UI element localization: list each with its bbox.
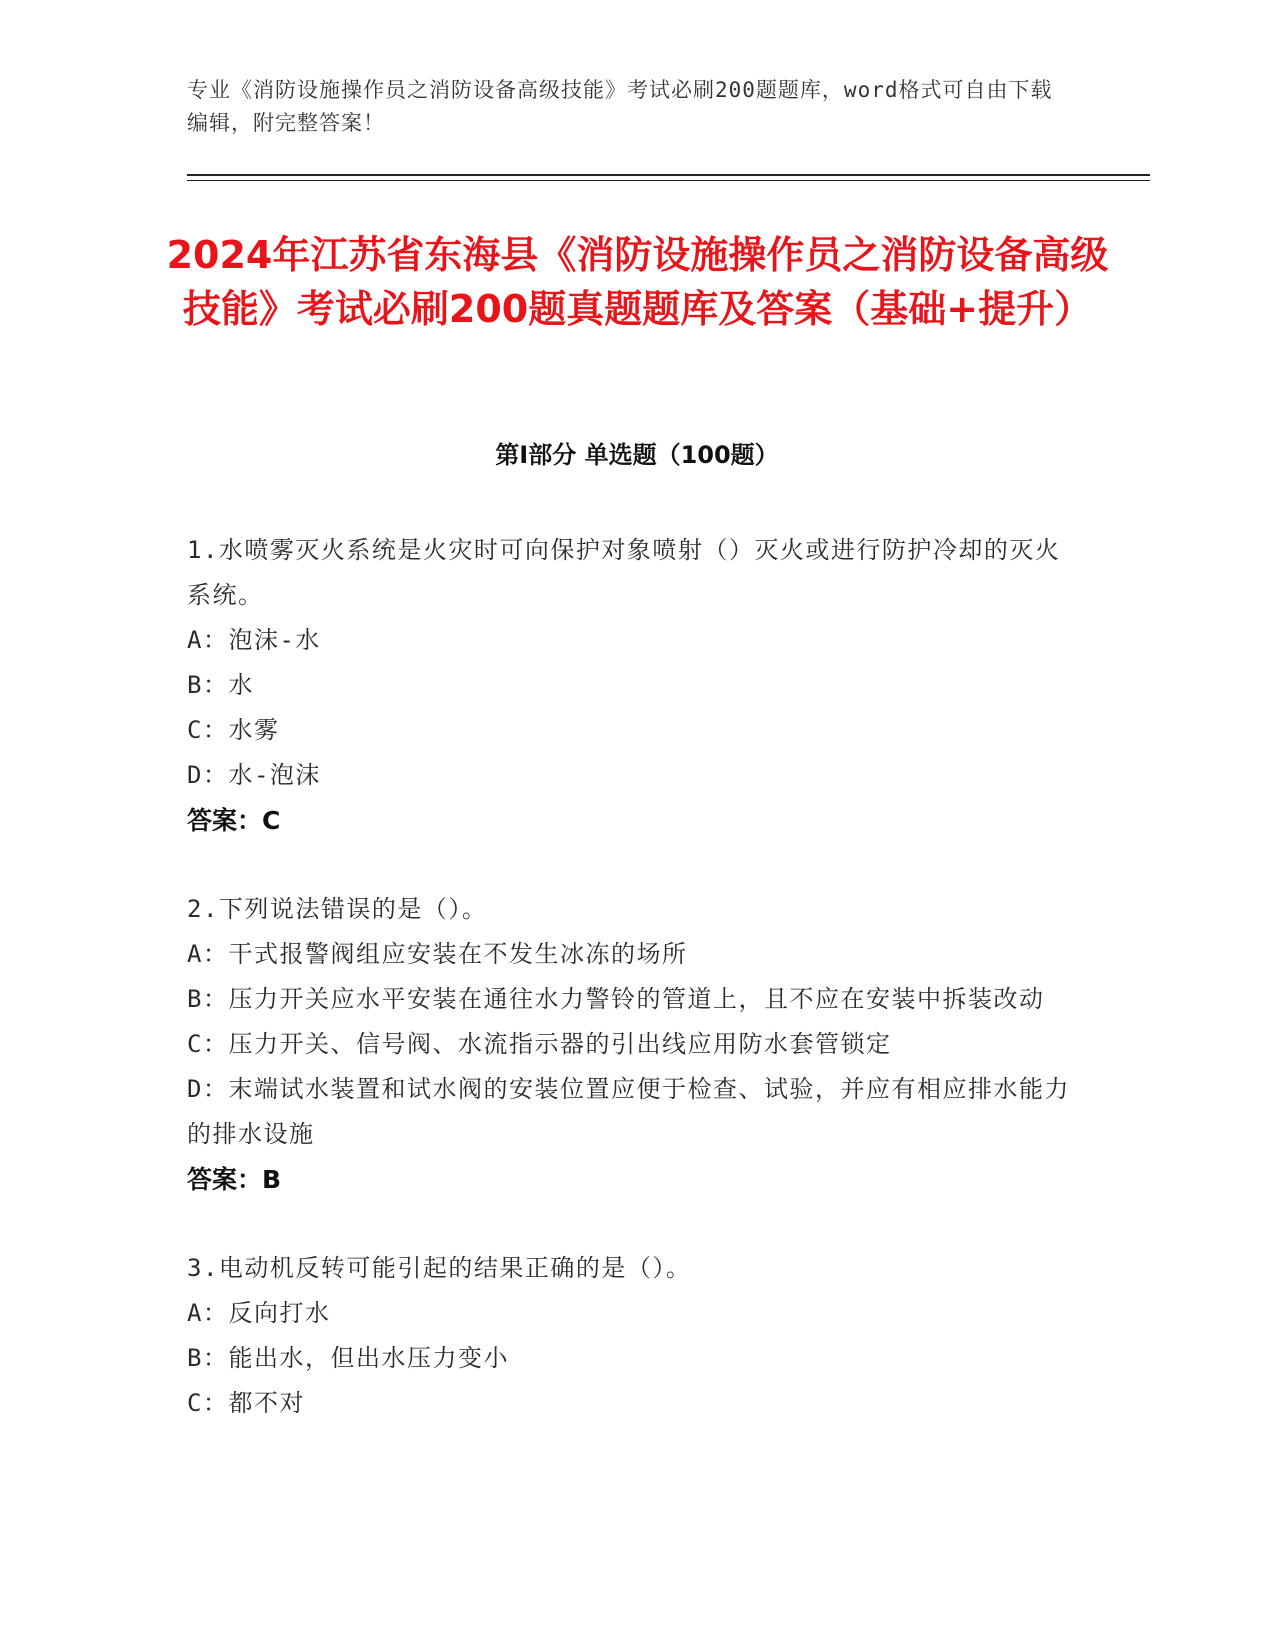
- option-letter: C: [187, 1389, 203, 1417]
- option-letter: B: [187, 671, 203, 699]
- question-option-b: [187, 663, 1082, 708]
- header-rule-thick: [187, 174, 1150, 176]
- option-separator: ：: [202, 626, 229, 654]
- option-text: 压力开关、信号阀、水流指示器的引出线应用防水套管锁定: [228, 1030, 892, 1058]
- option-separator: ：: [202, 1344, 229, 1372]
- question-answer: 答案：B: [187, 1165, 282, 1194]
- option-text: 反向打水: [228, 1299, 331, 1327]
- question-1: [187, 528, 1082, 843]
- option-letter: A: [187, 940, 203, 968]
- question-option-a: [187, 618, 1082, 663]
- option-separator: ：: [202, 985, 229, 1013]
- option-text: 能出水，但出水压力变小: [228, 1344, 509, 1372]
- option-letter: A: [187, 626, 203, 654]
- question-option-d: [187, 1067, 1082, 1157]
- question-stem: 2.下列说法错误的是（）。: [187, 895, 488, 923]
- option-text: 都不对: [228, 1389, 305, 1417]
- question-stem: 1.水喷雾灭火系统是火灾时可向保护对象喷射（）灭火或进行防护冷却的灭火系统。: [187, 536, 1061, 609]
- option-separator: ：: [202, 671, 229, 699]
- option-text: 水-泡沫: [228, 761, 321, 789]
- option-letter: D: [187, 761, 203, 789]
- question-2: [187, 887, 1082, 1202]
- option-separator: ：: [202, 1299, 229, 1327]
- option-text: 压力开关应水平安装在通往水力警铃的管道上，且不应在安装中拆装改动: [228, 985, 1045, 1013]
- question-stem: 3.电动机反转可能引起的结果正确的是（）。: [187, 1254, 692, 1282]
- document-title: 2024年江苏省东海县《消防设施操作员之消防设备高级技能》考试必刷200题真题题库及答案（基础+提升）: [166, 233, 1109, 331]
- question-option-b: [187, 1336, 1082, 1381]
- header-note: 专业《消防设施操作员之消防设备高级技能》考试必刷200题题库，word格式可自由下载编辑，附完整答案！: [187, 78, 1053, 135]
- option-separator: ：: [202, 940, 229, 968]
- option-letter: D: [187, 1075, 203, 1103]
- option-letter: B: [187, 1344, 203, 1372]
- question-option-c: [187, 708, 1082, 753]
- question-option-c: [187, 1022, 1082, 1067]
- question-option-c: [187, 1381, 1082, 1426]
- option-text: 水雾: [228, 716, 280, 744]
- option-separator: ：: [202, 1389, 229, 1417]
- option-letter: C: [187, 716, 203, 744]
- question-option-a: [187, 1291, 1082, 1336]
- option-text: 水: [228, 671, 254, 699]
- option-letter: C: [187, 1030, 203, 1058]
- question-3: [187, 1246, 1082, 1426]
- option-text: 干式报警阀组应安装在不发生冰冻的场所: [228, 940, 688, 968]
- option-letter: B: [187, 985, 203, 1013]
- option-letter: A: [187, 1299, 203, 1327]
- question-option-a: [187, 932, 1082, 977]
- option-separator: ：: [202, 716, 229, 744]
- option-text: 末端试水装置和试水阀的安装位置应便于检查、试验，并应有相应排水能力的排水设施: [187, 1075, 1070, 1148]
- section-title: 第I部分 单选题（100题）: [495, 441, 779, 469]
- option-separator: ：: [202, 761, 229, 789]
- question-answer: 答案：C: [187, 806, 281, 835]
- option-separator: ：: [202, 1075, 229, 1103]
- question-option-b: [187, 977, 1082, 1022]
- question-option-d: [187, 753, 1082, 798]
- question-list: [187, 528, 1082, 1470]
- option-text: 泡沫-水: [228, 626, 321, 654]
- header-rule-thin: [187, 180, 1150, 181]
- option-separator: ：: [202, 1030, 229, 1058]
